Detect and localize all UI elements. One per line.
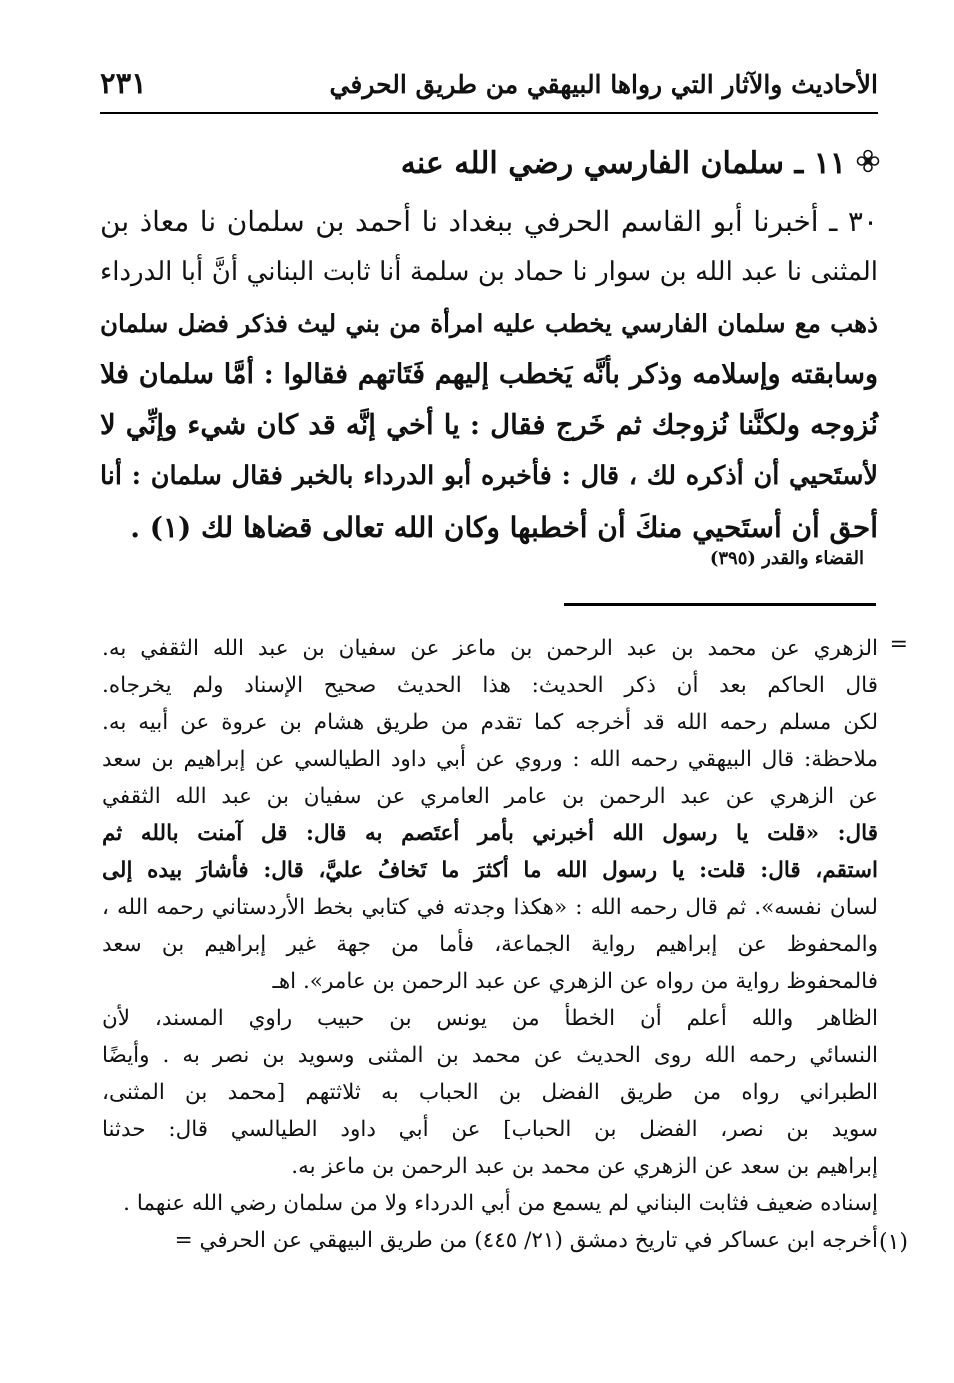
footnote-line: إبراهيم بن سعد عن الزهري عن محمد بن عبد الرحمن بن ماعز به.	[291, 1154, 878, 1179]
footnote-line: استقم، قال: قلت: يا رسول الله ما أكثرَ ما تَخافُ عليَّ، قال: فأشارَ بيده إلى	[102, 858, 878, 883]
footnote-line: سويد بن نصر، الفضل بن الحباب] عن أبي داود الطيالسي قال: حدثنا	[102, 1117, 878, 1142]
footnote-line: النسائي رحمه الله روى الحديث عن محمد بن المثنى وسويد بن نصر به . وأيضًا	[102, 1043, 878, 1068]
section-title: ١١ ـ سلمان الفارسي رضي الله عنه	[400, 146, 846, 181]
footnotes	[102, 630, 908, 1259]
continuation-marker: =	[889, 632, 908, 657]
footnote-line: الزهري عن محمد بن عبد الرحمن بن ماعز عن سفيان بن عبد الله الثقفي به.	[102, 636, 878, 661]
hadith-line: المثنى نا عبد الله بن سوار نا حماد بن سلمة أنا ثابت البناني أنَّ أبا الدرداء	[100, 257, 878, 287]
footnote-line: قال: «قلت يا رسول الله أخبرني بأمر أعتَصم به قال: قل آمنت بالله ثم	[102, 821, 878, 846]
footnote-number: (١)	[878, 1230, 908, 1255]
hadith-line: نُزوجه ولكنَّنا نُزوجك ثم خَرج فقال : يا أخي إنَّه قد كان شيء وإنِّي لا	[100, 409, 878, 441]
hadith-line: ٣٠ ـ أخبرنا أبو القاسم الحرفي ببغداد نا أحمد بن سلمان نا معاذ بن	[100, 205, 878, 238]
footnote-line: إسناده ضعيف فثابت البناني لم يسمع من أبي الدرداء ولا من سلمان رضي الله عنهما .	[123, 1191, 878, 1216]
page-header	[100, 62, 878, 106]
section-heading	[100, 146, 880, 190]
footnote-line: لكن مسلم رحمه الله قد أخرجه كما تقدم من طريق هشام بن عروة عن أبيه به.	[102, 710, 878, 735]
footnote-line: الطبراني رواه من طريق الفضل بن الحباب به ثلاثتهم [محمد بن المثنى،	[102, 1080, 878, 1105]
footnote-line: والمحفوظ عن إبراهيم رواية الجماعة، فأما من جهة غير إبراهيم بن سعد	[102, 932, 878, 957]
hadith-line: أحق أن أستَحيي منكَ أن أخطبها وكان الله تعالى قضاها لك (١) .	[130, 511, 878, 544]
footnote-line: قال الحاكم بعد أن ذكر الحديث: هذا الحديث صحيح الإسناد ولم يخرجاه.	[102, 673, 878, 698]
footnote-line: عن الزهري عن عبد الرحمن بن عامر العامري عن سفيان بن عبد الله الثقفي	[102, 784, 878, 809]
footnote-line: فالمحفوظ رواية من رواه عن الزهري عن عبد الرحمن بن عامر». اهـ	[272, 969, 878, 994]
page-number: ٢٣١	[100, 66, 147, 100]
footnote-line: ملاحظة: قال البيهقي رحمه الله : وروي عن أبي داود الطيالسي عن إبراهيم بن سعد	[102, 747, 878, 772]
running-title: الأحاديث والآثار التي رواها البيهقي من طريق الحرفي	[329, 70, 878, 99]
footnote-line: أخرجه ابن عساكر في تاريخ دمشق (٢١/ ٤٤٥) من طريق البيهقي عن الحرفي =	[174, 1228, 878, 1253]
flower-ornament-icon	[856, 146, 880, 181]
hadith-line: لأستَحيي أن أذكره لك ، قال : فأخبره أبو الدرداء بالخبر فقال سلمان : أنا	[100, 461, 878, 491]
hadith-line: وسابقته وإسلامه وذكر بأنَّه يَخطب إليهم فَتَاتهم فقالوا : أمَّا سلمان فلا	[100, 359, 878, 390]
reference-tag: القضاء والقدر (٣٩٥)	[709, 548, 864, 569]
hadith-text	[100, 196, 878, 553]
footnote-line: لسان نفسه». ثم قال رحمه الله : «هكذا وجدته في كتابي بخط الأردستاني رحمه الله ،	[102, 895, 878, 920]
footnote-line: الظاهر والله أعلم أن الخطأ من يونس بن حبيب راوي المسند، لأن	[102, 1006, 878, 1031]
hadith-line: ذهب مع سلمان الفارسي يخطب عليه امرأة من بني ليث فذكر فضل سلمان	[100, 309, 878, 338]
header-rule	[100, 112, 878, 114]
footnote-rule	[564, 603, 876, 606]
